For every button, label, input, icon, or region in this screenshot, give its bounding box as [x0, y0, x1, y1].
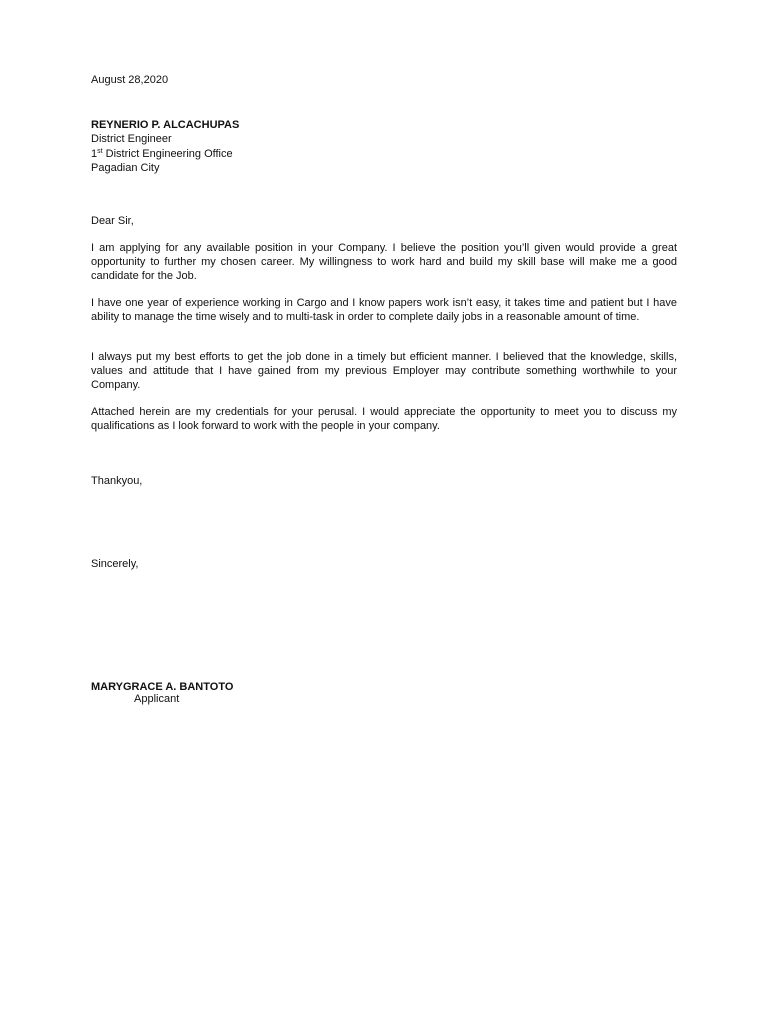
recipient-title: District Engineer [91, 133, 172, 146]
body-paragraph-1: I am applying for any available position in your Company. I believe the position you’ll given would provide a great opportunity to further my chosen career. My willingness to work hard and build my skill base will make me a good candidate for the Job. [91, 242, 677, 282]
recipient-block [91, 118, 239, 176]
thanks-line: Thankyou, [91, 475, 143, 487]
sender-role: Applicant [134, 693, 180, 705]
body-paragraph-2: I have one year of experience working in Cargo and I know papers work isn’t easy, it takes time and patient but I have ability to manage the time wisely and to multi-task in order to complete daily jobs in a reasonable amount of time. [91, 297, 677, 323]
letter-date: August 28,2020 [91, 74, 169, 86]
closing-line: Sincerely, [91, 558, 139, 570]
salutation: Dear Sir, [91, 215, 134, 227]
recipient-city: Pagadian City [91, 162, 160, 175]
recipient-office-ordinal-suffix: st [97, 147, 103, 155]
body-paragraph-4: Attached herein are my credentials for your perusal. I would appreciate the opportunity to meet you to discuss my qualifications as I look forward to work with the people in your company. [91, 406, 677, 432]
sender-name: MARYGRACE A. BANTOTO [91, 681, 234, 693]
recipient-office-name: District Engineering Office [105, 147, 233, 160]
recipient-office-ordinal: 1 [91, 147, 98, 160]
recipient-name: REYNERIO P. ALCACHUPAS [91, 119, 240, 131]
body-paragraph-3: I always put my best efforts to get the job done in a timely but efficient manner. I believed that the knowledge, skills, values and attitude that I have gained from my previous Employer may contribute something worthwhile to your Company. [91, 351, 677, 391]
recipient-office [91, 147, 239, 161]
